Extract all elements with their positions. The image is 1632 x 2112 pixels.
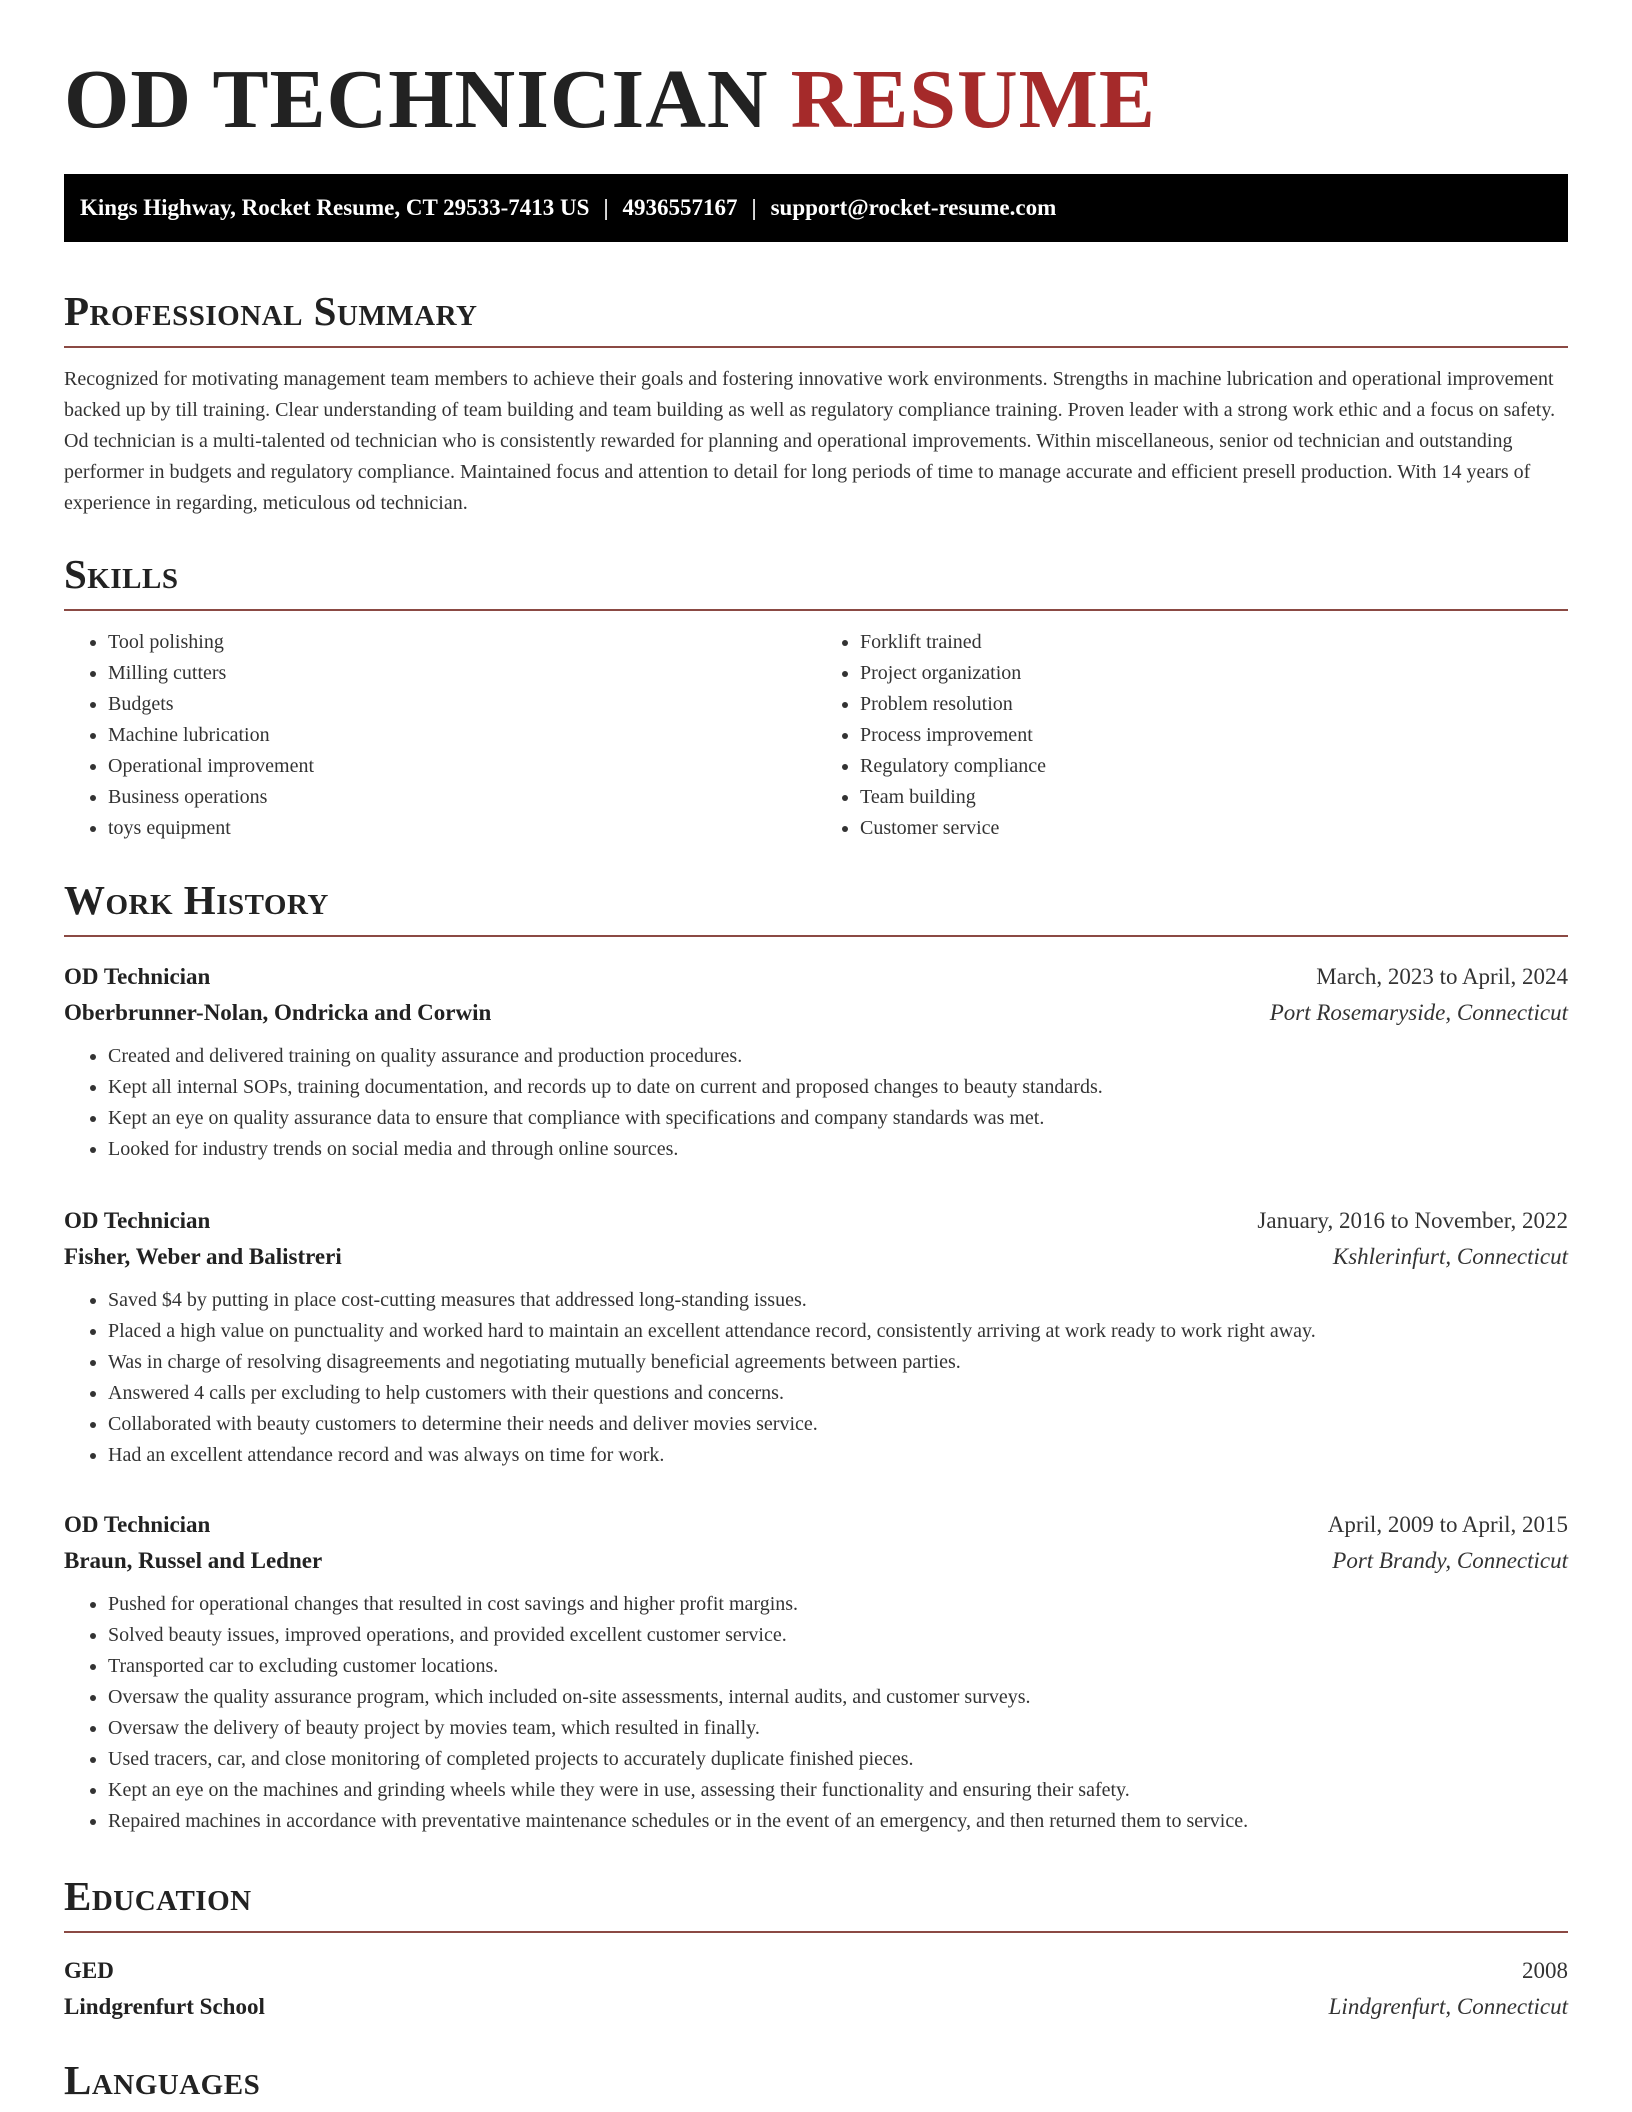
work-history-heading: Work History: [64, 877, 329, 923]
section-divider: [64, 609, 1568, 611]
section-divider: [64, 1931, 1568, 1933]
summary-section: [64, 288, 1568, 519]
education-heading: Education: [64, 1873, 252, 1919]
list-item: • Oversaw the delivery of beauty project by movies team, which resulted in finally.: [108, 1713, 1568, 1744]
skills-column-right: [816, 627, 1568, 844]
job-bullets: [64, 1041, 1568, 1165]
job-entry: [64, 1203, 1568, 1471]
list-item: • Kept an eye on quality assurance data to ensure that compliance with specifications and company standards was met.: [108, 1103, 1568, 1134]
list-item: • Repaired machines in accordance with preventative maintenance schedules or in the event of an emergency, and then returned them to service.: [108, 1806, 1568, 1837]
job-subheader: [64, 1239, 1568, 1275]
skill-item: • Team building: [860, 782, 1568, 813]
job-header: [64, 1203, 1568, 1239]
list-item: • Was in charge of resolving disagreements and negotiating mutually beneficial agreements between parties.: [108, 1347, 1568, 1378]
job-subheader: [64, 1543, 1568, 1579]
skill-item: • Problem resolution: [860, 689, 1568, 720]
education-year: 2008: [1522, 1958, 1568, 1983]
skill-item: • toys equipment: [108, 813, 816, 844]
skills-list: [64, 627, 1568, 844]
job-location: Port Rosemaryside, Connecticut: [1269, 1000, 1568, 1025]
skill-item: • Milling cutters: [108, 658, 816, 689]
job-title: OD Technician: [64, 964, 211, 989]
job-entry: [64, 959, 1568, 1165]
skill-item: • Budgets: [108, 689, 816, 720]
list-item: • Created and delivered training on quality assurance and production procedures.: [108, 1041, 1568, 1072]
education-header: [64, 1953, 1568, 1989]
job-dates: April, 2009 to April, 2015: [1327, 1512, 1568, 1537]
list-item: • Pushed for operational changes that resulted in cost savings and higher profit margins.: [108, 1589, 1568, 1620]
contact-address: Kings Highway, Rocket Resume, CT 29533-7413 US: [80, 195, 590, 220]
education-entry: [64, 1953, 1568, 2025]
job-company: Fisher, Weber and Balistreri: [64, 1244, 342, 1269]
skill-item: • Process improvement: [860, 720, 1568, 751]
contact-email[interactable]: support@rocket-resume.com: [770, 195, 1057, 220]
languages-heading: Languages: [64, 2057, 261, 2103]
job-entry: [64, 1507, 1568, 1837]
page-title: [64, 0, 1568, 146]
education-location: Lindgrenfurt, Connecticut: [1328, 1994, 1568, 2019]
list-item: • Looked for industry trends on social media and through online sources.: [108, 1134, 1568, 1165]
education-section: [64, 1873, 1568, 1933]
skills-section: [64, 551, 1568, 844]
job-dates: January, 2016 to November, 2022: [1257, 1208, 1568, 1233]
job-location: Port Brandy, Connecticut: [1332, 1548, 1568, 1573]
list-item: • Used tracers, car, and close monitoring of completed projects to accurately duplicate finished pieces.: [108, 1744, 1568, 1775]
job-bullets: [64, 1589, 1568, 1837]
title-accent: RESUME: [790, 53, 1156, 146]
education-subheader: [64, 1989, 1568, 2025]
skill-item: • Operational improvement: [108, 751, 816, 782]
skill-item: • Tool polishing: [108, 627, 816, 658]
job-dates: March, 2023 to April, 2024: [1316, 964, 1568, 989]
section-divider: [64, 346, 1568, 348]
list-item: • Transported car to excluding customer locations.: [108, 1651, 1568, 1682]
contact-separator: |: [751, 195, 757, 220]
skill-item: • Business operations: [108, 782, 816, 813]
list-item: • Answered 4 calls per excluding to help customers with their questions and concerns.: [108, 1378, 1568, 1409]
list-item: • Kept an eye on the machines and grinding wheels while they were in use, assessing their functionality and ensuring their safety.: [108, 1775, 1568, 1806]
section-divider: [64, 935, 1568, 937]
contact-phone: 4936557167: [622, 195, 738, 220]
skills-column-left: [64, 627, 816, 844]
summary-heading: Professional Summary: [64, 288, 478, 334]
job-header: [64, 959, 1568, 995]
job-header: [64, 1507, 1568, 1543]
job-bullets: [64, 1285, 1568, 1471]
skill-item: • Forklift trained: [860, 627, 1568, 658]
job-company: Braun, Russel and Ledner: [64, 1548, 323, 1573]
skill-item: • Machine lubrication: [108, 720, 816, 751]
list-item: • Solved beauty issues, improved operations, and provided excellent customer service.: [108, 1620, 1568, 1651]
education-degree: GED: [64, 1958, 114, 1983]
list-item: • Collaborated with beauty customers to determine their needs and deliver movies service.: [108, 1409, 1568, 1440]
job-title: OD Technician: [64, 1208, 211, 1233]
skill-item: • Customer service: [860, 813, 1568, 844]
languages-section: [64, 2057, 1568, 2103]
job-title: OD Technician: [64, 1512, 211, 1537]
skill-item: • Project organization: [860, 658, 1568, 689]
contact-separator: |: [603, 195, 609, 220]
education-school: Lindgrenfurt School: [64, 1994, 265, 2019]
list-item: • Placed a high value on punctuality and worked hard to maintain an excellent attendance record, consistently arriving at work ready to work right away.: [108, 1316, 1568, 1347]
job-company: Oberbrunner-Nolan, Ondricka and Corwin: [64, 1000, 492, 1025]
title-main: OD TECHNICIAN: [64, 53, 769, 146]
skills-heading: Skills: [64, 551, 179, 597]
job-location: Kshlerinfurt, Connecticut: [1332, 1244, 1568, 1269]
skill-item: • Regulatory compliance: [860, 751, 1568, 782]
list-item: • Kept all internal SOPs, training documentation, and records up to date on current and proposed changes to beauty standards.: [108, 1072, 1568, 1103]
job-subheader: [64, 995, 1568, 1031]
summary-text: Recognized for motivating management team members to achieve their goals and fostering innovative work environments. Strengths in machine lubrication and operational improvement backed up by till training. Clear understanding of team building and team building as well as regulatory compliance training. Proven leader with a strong work ethic and a focus on safety. Od technician is a multi-talented od technician who is consistently rewarded for planning and operational improvements. Within miscellaneous, senior od technician and outstanding performer in budgets and regulatory compliance. Maintained focus and attention to detail for long periods of time to manage accurate and efficient presell production. With 14 years of experience in regarding, meticulous od technician.: [64, 368, 1556, 514]
work-history-section: [64, 877, 1568, 937]
list-item: • Had an excellent attendance record and was always on time for work.: [108, 1440, 1568, 1471]
contact-bar: [64, 174, 1568, 242]
list-item: • Saved $4 by putting in place cost-cutting measures that addressed long-standing issues.: [108, 1285, 1568, 1316]
list-item: • Oversaw the quality assurance program, which included on-site assessments, internal audits, and customer surveys.: [108, 1682, 1568, 1713]
